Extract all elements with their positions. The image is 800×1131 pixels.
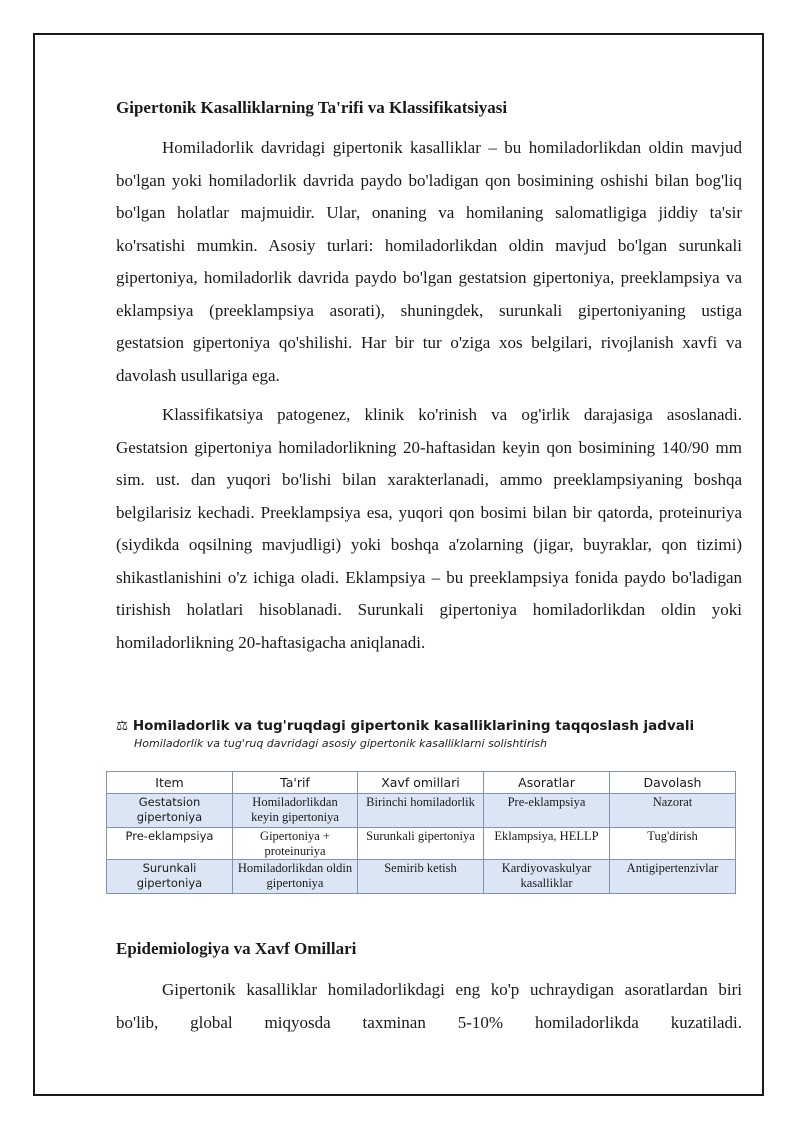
table-cell: Pre-eklampsiya [107,828,233,860]
table-header-cell: Xavf omillari [358,772,484,794]
table-cell: Tug'dirish [610,828,736,860]
comparison-table [106,771,736,894]
section-heading-classification: Gipertonik Kasalliklarning Ta'rifi va Klassifikatsiyasi [116,98,508,117]
table-title-text: Homiladorlik va tug'ruqdagi gipertonik kasalliklarining taqqoslash jadvali [132,718,695,734]
section-epidemiology [116,937,742,1039]
scales-icon: ⚖ [116,718,129,734]
paragraph-definition: Homiladorlik davridagi gipertonik kasalliklar – bu homiladorlikdan oldin mavjud bo'lgan yoki homiladorlik davrida paydo bo'ladigan qon bosimining oshishi bilan bog'liq bo'lgan holatlar majmuidir. Ular, onaning va homilaning salomatligiga jiddiy ta'sir ko'rsatishi mumkin. Asosiy turlari: homiladorlikdan oldin mavjud bo'lgan surunkali gipertoniya, homiladorlik davrida paydo bo'lgan gestatsion gipertoniya, preeklampsiya va eklampsiya (preeklampsiya asorati), shuningdek, surunkali gipertoniyaning ustiga gestatsion gipertoniya qo'shilishi. Har bir tur o'ziga xos belgilari, rivojlanish xavfi va davolash usullariga ega. [116,138,742,385]
table-subtitle: Homiladorlik va tug'ruq davridagi asosiy gipertonik kasalliklarni solishtirish [134,737,547,750]
section-heading-epidemiology: Epidemiologiya va Xavf Omillari [116,939,357,958]
table-cell: Semirib ketish [358,860,484,894]
table-cell: Nazorat [610,794,736,828]
table-cell: Surunkali gipertoniya [358,828,484,860]
table-header-cell: Ta'rif [233,772,358,794]
paragraph-epidemiology: Gipertonik kasalliklar homiladorlikdagi eng ko'p uchraydigan asoratlardan biri bo'lib, global miqyosda taxminan 5-10% homiladorlikda kuzatiladi. [116,980,742,1032]
table-row [107,828,736,860]
table-title [116,716,756,736]
table-cell: Birinchi homiladorlik [358,794,484,828]
table-cell: Gipertoniya + proteinuriya [233,828,358,860]
table-row [107,860,736,894]
table-cell: Surunkali gipertoniya [107,860,233,894]
table-cell: Homiladorlikdan oldin gipertoniya [233,860,358,894]
table-row [107,794,736,828]
table-header-cell: Asoratlar [484,772,610,794]
table-header-cell: Davolash [610,772,736,794]
table-cell: Eklampsiya, HELLP [484,828,610,860]
table-header-cell: Item [107,772,233,794]
document-body [116,96,742,659]
table-caption [116,716,756,752]
table-cell: Kardiyovaskulyar kasalliklar [484,860,610,894]
table-cell: Homiladorlikdan keyin gipertoniya [233,794,358,828]
table-header-row [107,772,736,794]
paragraph-classification: Klassifikatsiya patogenez, klinik ko'rinish va og'irlik darajasiga asoslanadi. Gestatsion gipertoniya homiladorlikning 20-haftasidan keyin qon bosimining 140/90 mm sim. ust. dan yuqori bo'lishi bilan xarakterlanadi, ammo preeklampsiyaning boshqa belgilarisiz kechadi. Preeklampsiya esa, yuqori qon bosimi bilan bir qatorda, proteinuriya (siydikda oqsilning mavjudligi) yoki boshqa a'zolarning (jigar, buyraklar, qon tizimi) shikastlanishini o'z ichiga oladi. Eklampsiya – bu preeklampsiya fonida paydo bo'ladigan tirishish holatlari hisoblanadi. Surunkali gipertoniya homiladorlikdan oldin yoki homiladorlikning 20-haftasigacha aniqlanadi. [116,405,742,652]
table-cell: Antigipertenzivlar [610,860,736,894]
table-cell: Pre-eklampsiya [484,794,610,828]
table-cell: Gestatsion gipertoniya [107,794,233,828]
